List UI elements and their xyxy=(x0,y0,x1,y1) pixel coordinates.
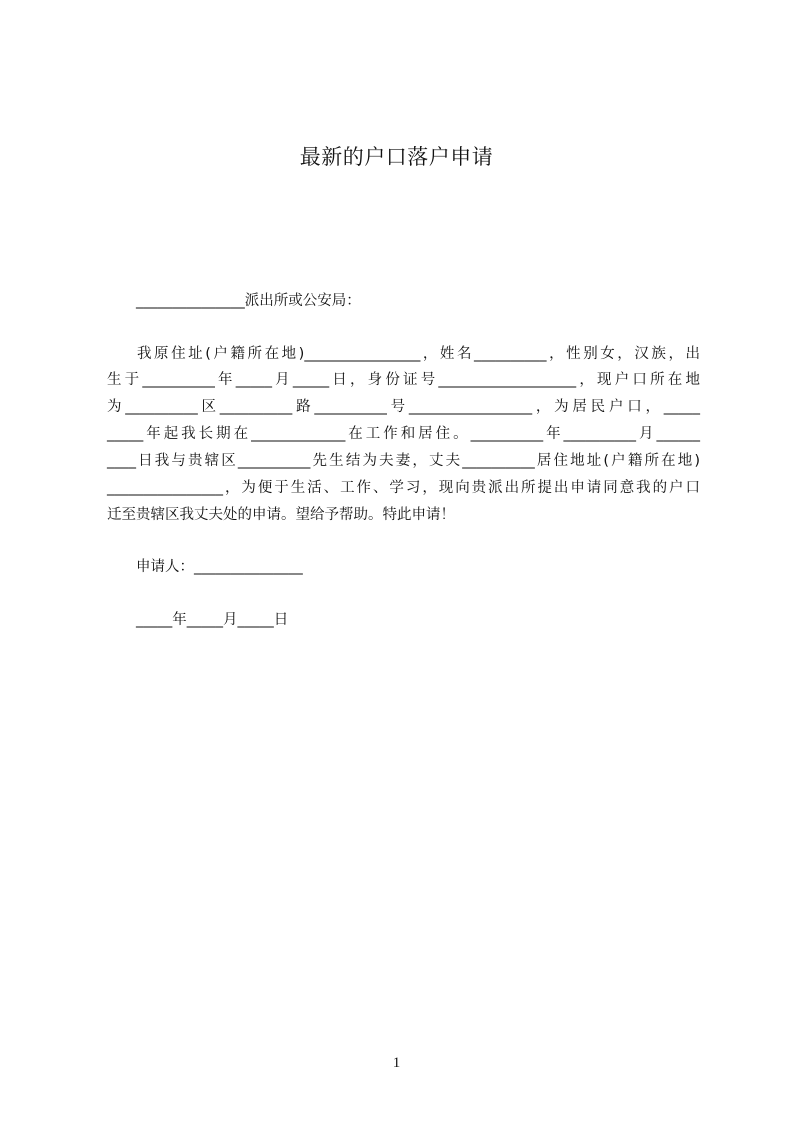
body-line: 迁至贵辖区我丈夫处的申请。望给予帮助。特此申请！ xyxy=(107,507,455,523)
date-line: _____年_____月_____日 xyxy=(136,612,289,628)
applicant-line: 申请人：_______________ xyxy=(136,559,303,575)
document-title: 最新的户口落户申请 xyxy=(299,145,494,169)
body-line: 我原住址(户籍所在地)________________，姓名__________，性别女，汉族，出 xyxy=(137,346,700,362)
body-line: 生于__________年_____月_____日，身份证号___________________，现户口所在地 xyxy=(107,372,700,388)
addressee-line: _______________派出所或公安局： xyxy=(136,293,361,309)
body-line: ____日我与贵辖区__________先生结为夫妻，丈夫__________居住地址(户籍所在地) xyxy=(107,453,700,469)
body-line: 为__________区__________路__________号_________________，为居民户口，_____ xyxy=(107,399,700,415)
page-number: 1 xyxy=(392,1055,401,1071)
body-line: ________________，为便于生活、工作、学习，现向贵派出所提出申请同意我的户口 xyxy=(107,480,700,496)
body-line: _____年起我长期在_____________在工作和居住。__________年__________月______ xyxy=(107,426,700,442)
